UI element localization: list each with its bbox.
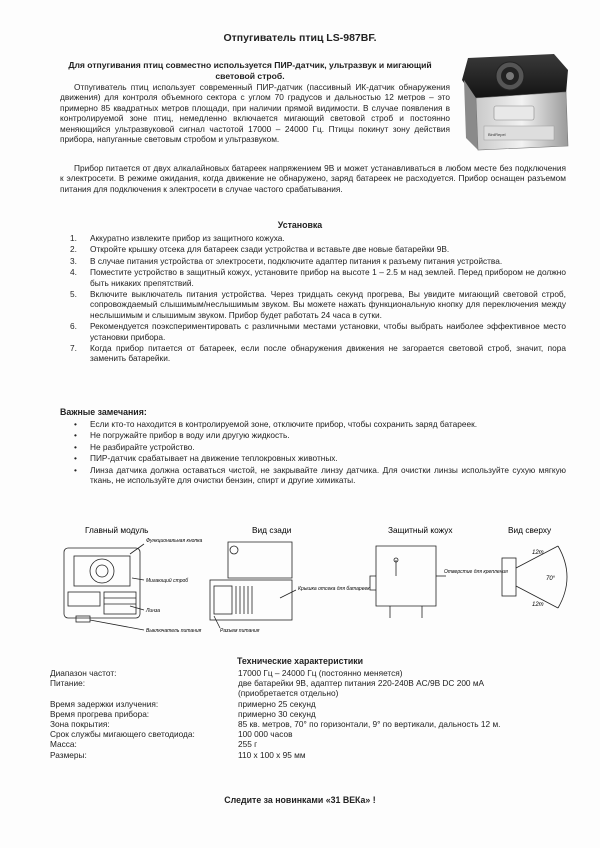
callout-power-switch: Выключатель питания [146, 628, 202, 634]
spec-key: Зона покрытия: [50, 719, 110, 730]
step-text: Откройте крышку отсека для батареек сзади устройства и вставьте две новые батарейки 9В. [90, 244, 450, 255]
spec-value: (приобретается отдельно) [238, 688, 339, 699]
spec-value: 17000 Гц – 24000 Гц (постоянно меняется) [238, 668, 403, 678]
spec-value: 100 000 часов [238, 729, 293, 740]
spec-key: Масса: [50, 739, 77, 750]
callout-strobe: Мигающий строб [146, 578, 189, 584]
cover-drawing [370, 546, 446, 618]
diagram-title-main: Главный модуль [85, 525, 149, 535]
spec-key: Диапазон частот: [50, 668, 117, 678]
step-item [70, 289, 566, 320]
notes-list [70, 419, 566, 486]
step-text: Когда прибор питается от батареек, если после обнаружения движения не загорается световой строб, значит, пора заменить батарейки. [90, 343, 566, 364]
step-number: 4. [70, 267, 77, 278]
spec-value: примерно 30 секунд [238, 708, 316, 719]
spec-value: примерно 25 секунд [238, 698, 316, 709]
intro-paragraph [60, 82, 450, 144]
bullet-icon: • [74, 430, 77, 441]
callout-power-jack: Разъем питания [220, 628, 260, 634]
diagrams-section [40, 520, 580, 640]
note-item [70, 430, 566, 440]
step-number: 6. [70, 321, 77, 332]
diagram-title-cover: Защитный кожух [388, 525, 453, 535]
note-item [70, 465, 566, 486]
note-text: Если кто-то находится в контролируемой зоне, отключите прибор, чтобы сохранить заряд батареек. [90, 419, 478, 429]
spec-row [50, 699, 580, 709]
step-text: Поместите устройство в защитный кожух, установите прибор на высоте 1 – 2.5 м над землей. Перед прибором не должно быть никаких препятствий. [90, 267, 566, 288]
specs-heading: Технические характеристики [236, 656, 364, 666]
angle-label: 70° [546, 576, 556, 582]
callout-mount-hole: Отверстие для крепления [444, 569, 508, 575]
step-text: В случае питания устройства от электросети, подключите адаптер питания к разъему питания устройства. [90, 255, 503, 266]
step-number: 1. [70, 233, 77, 243]
bullet-icon: • [74, 419, 77, 429]
step-text: Включите выключатель питания устройства. Через тридцать секунд прогрева, Вы увидите мигающий световой строб, сопровождаемый слышимым/неслышимым звуком. Вы можете нажать функциональную кнопку для переключения между неслышимым и слышимым звуком. Прибор будет работать 24 часа в сутки. [90, 289, 566, 320]
step-number: 7. [70, 343, 77, 354]
spec-row [50, 729, 580, 739]
spec-key: Время прогрева прибора: [50, 708, 150, 719]
note-item [70, 442, 566, 452]
note-item [70, 419, 566, 429]
callout-lens: Линза [146, 608, 161, 614]
diagram-title-back: Вид сзади [252, 525, 292, 535]
spec-row [50, 709, 580, 719]
note-item [70, 453, 566, 463]
spec-key: Питание: [50, 678, 86, 689]
step-item [70, 321, 566, 342]
step-item [70, 244, 566, 254]
spec-row [50, 719, 580, 729]
diagrams-svg [40, 520, 580, 640]
intro-text: Отпугиватель птиц использует современный ПИР-датчик (пассивный ИК-датчик обнаружения движения) для контроля объемного сектора с углом 70 градусов и дальностью 12 метров – это примерно 85 квадратных метров площади, при наличии прямой видимости. В случае появления в контролируемой зоне птиц, немедленно включается мигающий световой строб и постоянно меняющийся ультразвуковой сигнал частотой 17000 – 24000 Гц. Птицы покинут зону действия прибора, напуганные световым стробом и ультразвуком. [60, 82, 450, 145]
spec-value: 85 кв. метров, 70° по горизонтали, 9° по вертикали, дальность 12 м. [238, 719, 501, 730]
device-photo [454, 50, 572, 160]
spec-row [50, 668, 580, 678]
spec-value: 110 х 100 х 95 мм [238, 749, 306, 760]
page-title: Отпугиватель птиц LS-987BF. [223, 32, 377, 44]
installation-heading: Установка [277, 220, 323, 230]
spec-value: две батарейки 9В, адаптер питания 220-240В AC/9В DC 200 мА [238, 678, 485, 689]
note-text: ПИР-датчик срабатывает на движение теплокровных животных. [90, 453, 338, 464]
step-number: 5. [70, 289, 77, 300]
diagram-title-top: Вид сверху [508, 525, 552, 535]
footer-note: Следите за новинками «31 ВЕКа» ! [224, 795, 376, 805]
range-label-bottom: 12m [532, 602, 544, 608]
note-text: Линза датчика должна оставаться чистой, не закрывайте линзу датчика. Для очистки линзы используйте сухую мягкую ткань, не используйте для очистки бензин, спирт и другие химикаты. [90, 464, 566, 486]
subtitle: Для отпугивания птиц совместно используется ПИР-датчик, ультразвук и мигающий световой строб. [68, 60, 432, 81]
spec-row [50, 739, 580, 749]
svg-text:BirdRepel: BirdRepel [488, 132, 506, 137]
bullet-icon: • [74, 441, 77, 452]
main-module-drawing [64, 544, 144, 630]
step-text: Аккуратно извлеките прибор из защитного кожуха. [90, 233, 285, 243]
spec-key: Время задержки излучения: [50, 698, 159, 709]
spec-value: 255 г [238, 739, 258, 750]
step-text: Рекомендуется поэкспериментировать с различными местами установки, чтобы выбрать наиболее эффективное место установки прибора. [90, 321, 566, 342]
step-item [70, 256, 566, 266]
callout-function-button: Функциональная кнопка [146, 538, 203, 544]
installation-steps [70, 233, 566, 365]
notes-heading: Важные замечания: [60, 407, 147, 417]
note-text: Не разбирайте устройство. [90, 441, 195, 452]
range-label-top: 12m [532, 550, 544, 556]
callout-battery-cover: Крышка отсека для батареек [298, 586, 370, 592]
specs-table [50, 668, 580, 760]
step-number: 3. [70, 255, 77, 266]
back-view-drawing [210, 542, 296, 628]
step-item [70, 343, 566, 364]
spec-key: Срок службы мигающего светодиода: [50, 729, 195, 740]
step-item [70, 267, 566, 288]
spec-row [50, 678, 580, 688]
note-text: Не погружайте прибор в воду или другую жидкость. [90, 430, 290, 441]
bullet-icon: • [74, 453, 77, 464]
step-number: 2. [70, 244, 77, 255]
bullet-icon: • [74, 464, 77, 475]
spec-row [50, 688, 580, 698]
spec-key [50, 688, 238, 698]
step-item [70, 233, 566, 243]
power-paragraph: Прибор питается от двух алкалайновых батареек напряжением 9В и может устанавливаться в любом месте без подключения к электросети. В режиме ожидания, когда движение не обнаружено, заряд батареек не расходуется. Прибор оснащен разъемом питания для подключения к электросети в случае частого срабатывания. [60, 163, 566, 194]
spec-row [50, 750, 580, 760]
spec-key: Размеры: [50, 749, 87, 760]
